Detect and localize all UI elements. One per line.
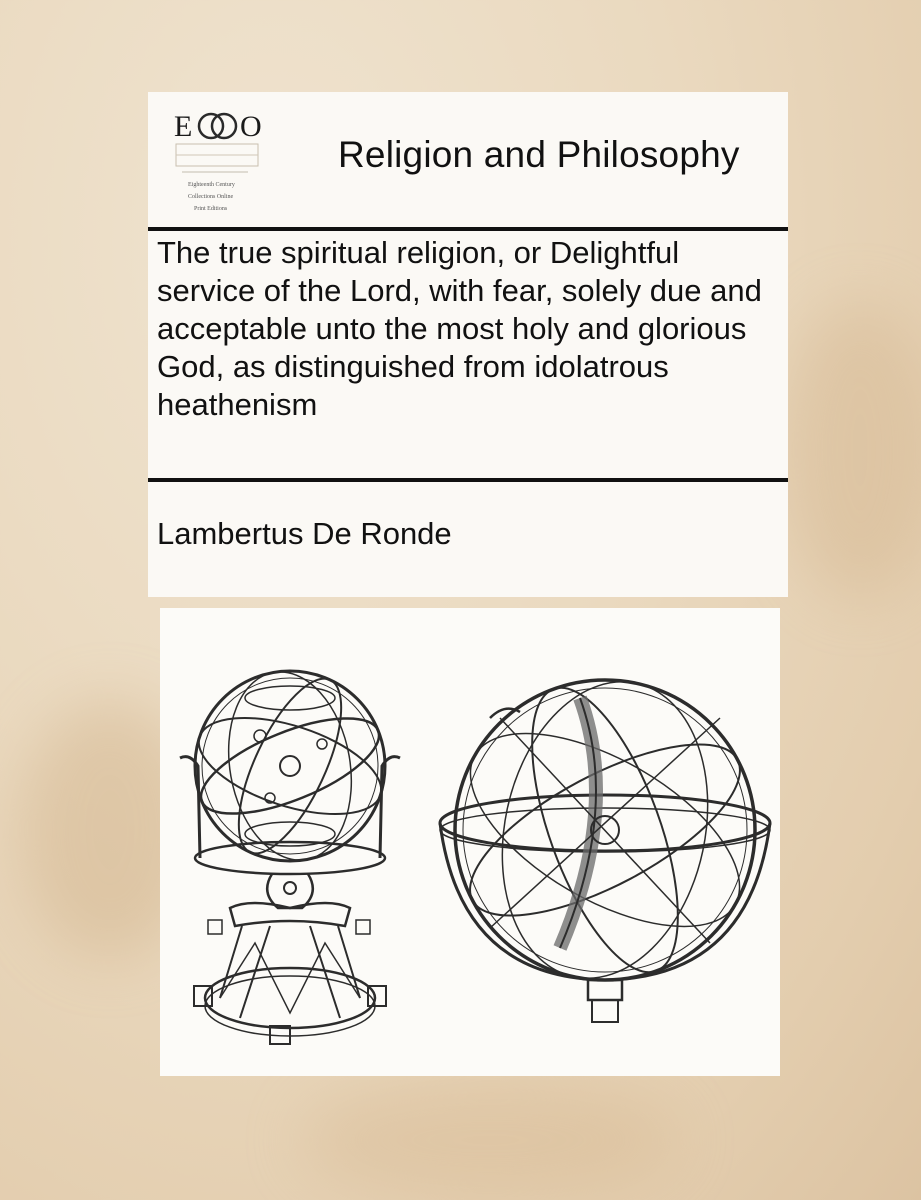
divider-bottom [148,478,788,482]
svg-text:E: E [174,110,193,143]
logo-caption: Eighteenth Century [188,182,235,188]
paper-stain [780,300,921,600]
divider-top [148,227,788,231]
book-title: The true spiritual religion, or Delightful service of the Lord, with fear, solely due and acceptable unto the most holy and glorious God, as distinguished from idolatrous heathenism [157,235,762,422]
cover-illustration [160,608,780,1076]
armillary-sphere-on-stand-icon [180,662,400,1044]
cover-label-panel [148,92,788,597]
armillary-sphere-in-bowl-icon [440,662,770,1022]
series-title: Religion and Philosophy [338,134,740,175]
logo-caption: Collections Online [188,194,234,200]
svg-text:O: O [240,110,262,143]
logo-caption: Print Editions [194,206,228,212]
paper-stain [300,1080,680,1200]
ecco-logo [168,102,268,222]
book-author: Lambertus De Ronde [157,516,452,551]
